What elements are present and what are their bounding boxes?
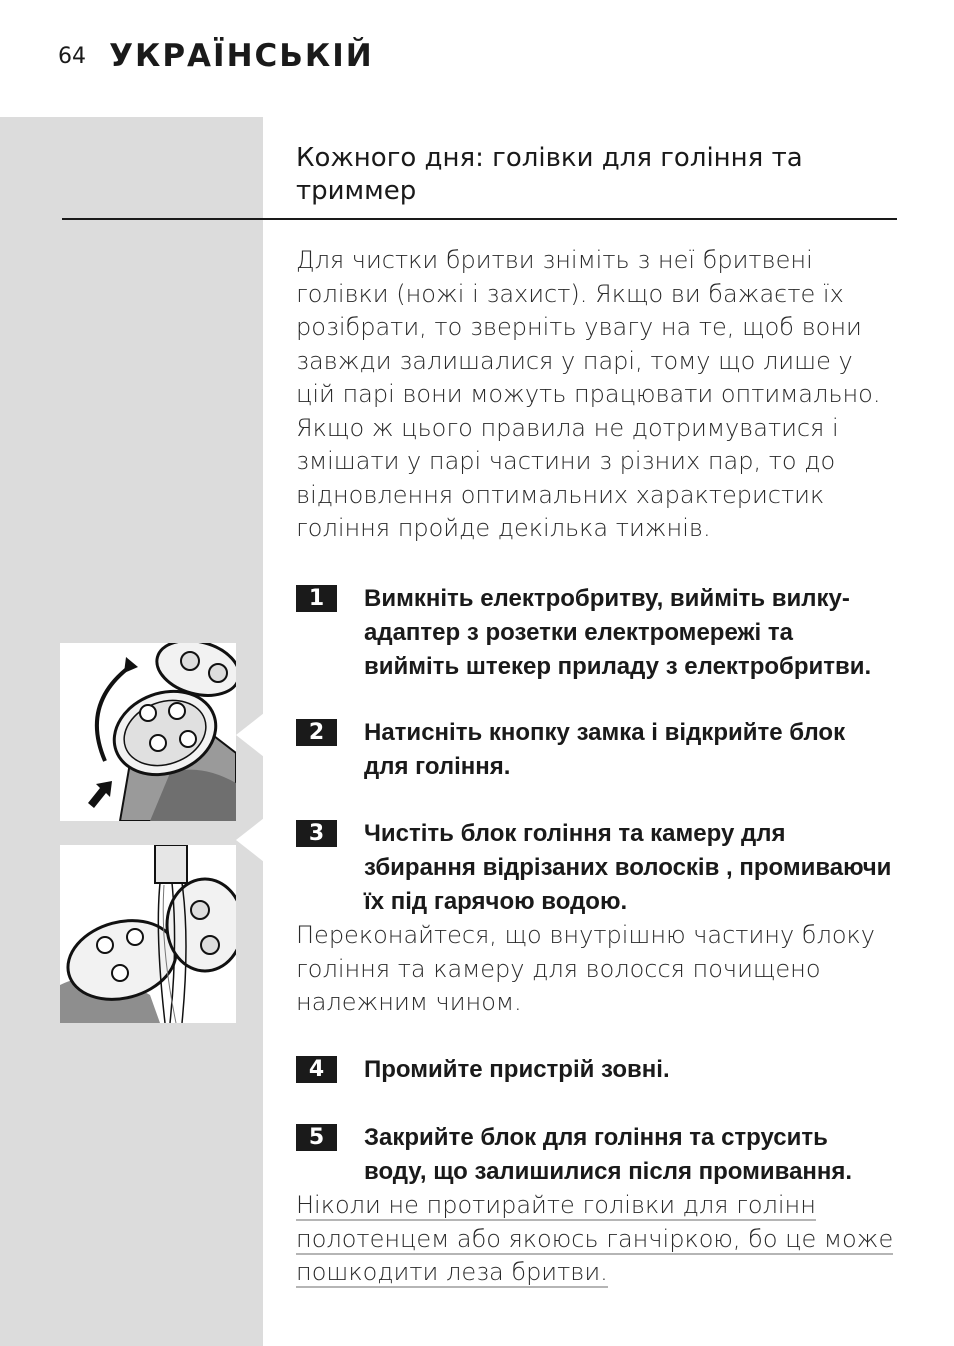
step-number: 1 — [296, 585, 337, 612]
step-3-note: Переконайтеся, що внутрішню частину блоку гоління та камеру для волосся почищено належним чином. — [296, 921, 875, 1016]
figure-2-pointer — [236, 818, 264, 862]
step-text: Чистіть блок гоління та камеру для збирання відрізаних волосків , промиваючи їх під гарячою водою. — [364, 820, 892, 915]
shaver-rinse-water-icon — [60, 845, 236, 1023]
figure-1-pointer — [236, 713, 264, 757]
page-header — [58, 38, 374, 74]
warning-note — [296, 1189, 896, 1290]
language-title: УКРАЇНСЬКІЙ — [109, 38, 374, 74]
warning-line: Ніколи не протирайте голівки для голінн — [296, 1191, 816, 1219]
step-number: 5 — [296, 1124, 337, 1151]
figure-open-shaving-unit — [60, 643, 236, 821]
figure-rinse-shaving-unit — [60, 845, 236, 1023]
shaver-open-head-icon — [60, 643, 236, 821]
step-text: Вимкніть електробритву, вийміть вилку-адаптер з розетки електромережі та вийміть штекер приладу з електробритви. — [364, 585, 872, 680]
step-text: Закрийте блок для гоління та струсить воду, що залишилися після промивання. — [364, 1124, 853, 1185]
intro-paragraph: Для чистки бритви зніміть з неї бритвені голівки (ножі і захист). Якщо ви бажаєте їх розібрати, то зверніть увагу на те, щоб вони завжди залишалися у парі, тому що лише у цій парі вони можуть працювати оптимально. Якщо ж цього правила не дотримуватися і змішати у парі частини з різних пар, то до відновлення оптимальних характеристик гоління пройде декілька тижнів. — [296, 246, 881, 542]
section-title: Кожного дня: голівки для гоління та триммер — [296, 143, 803, 206]
step-number: 2 — [296, 719, 337, 746]
step-number: 4 — [296, 1056, 337, 1083]
step-text: Натисніть кнопку замка і відкрийте блок для гоління. — [364, 719, 846, 780]
step-text: Промийте пристрій зовні. — [364, 1056, 670, 1083]
heading-divider — [62, 218, 897, 220]
page-number: 64 — [58, 43, 86, 69]
step-number: 3 — [296, 820, 337, 847]
warning-line: пошкодити леза бритви. — [296, 1258, 608, 1286]
warning-line: полотенцем або якоюсь ганчіркою, бо це може — [296, 1224, 894, 1253]
